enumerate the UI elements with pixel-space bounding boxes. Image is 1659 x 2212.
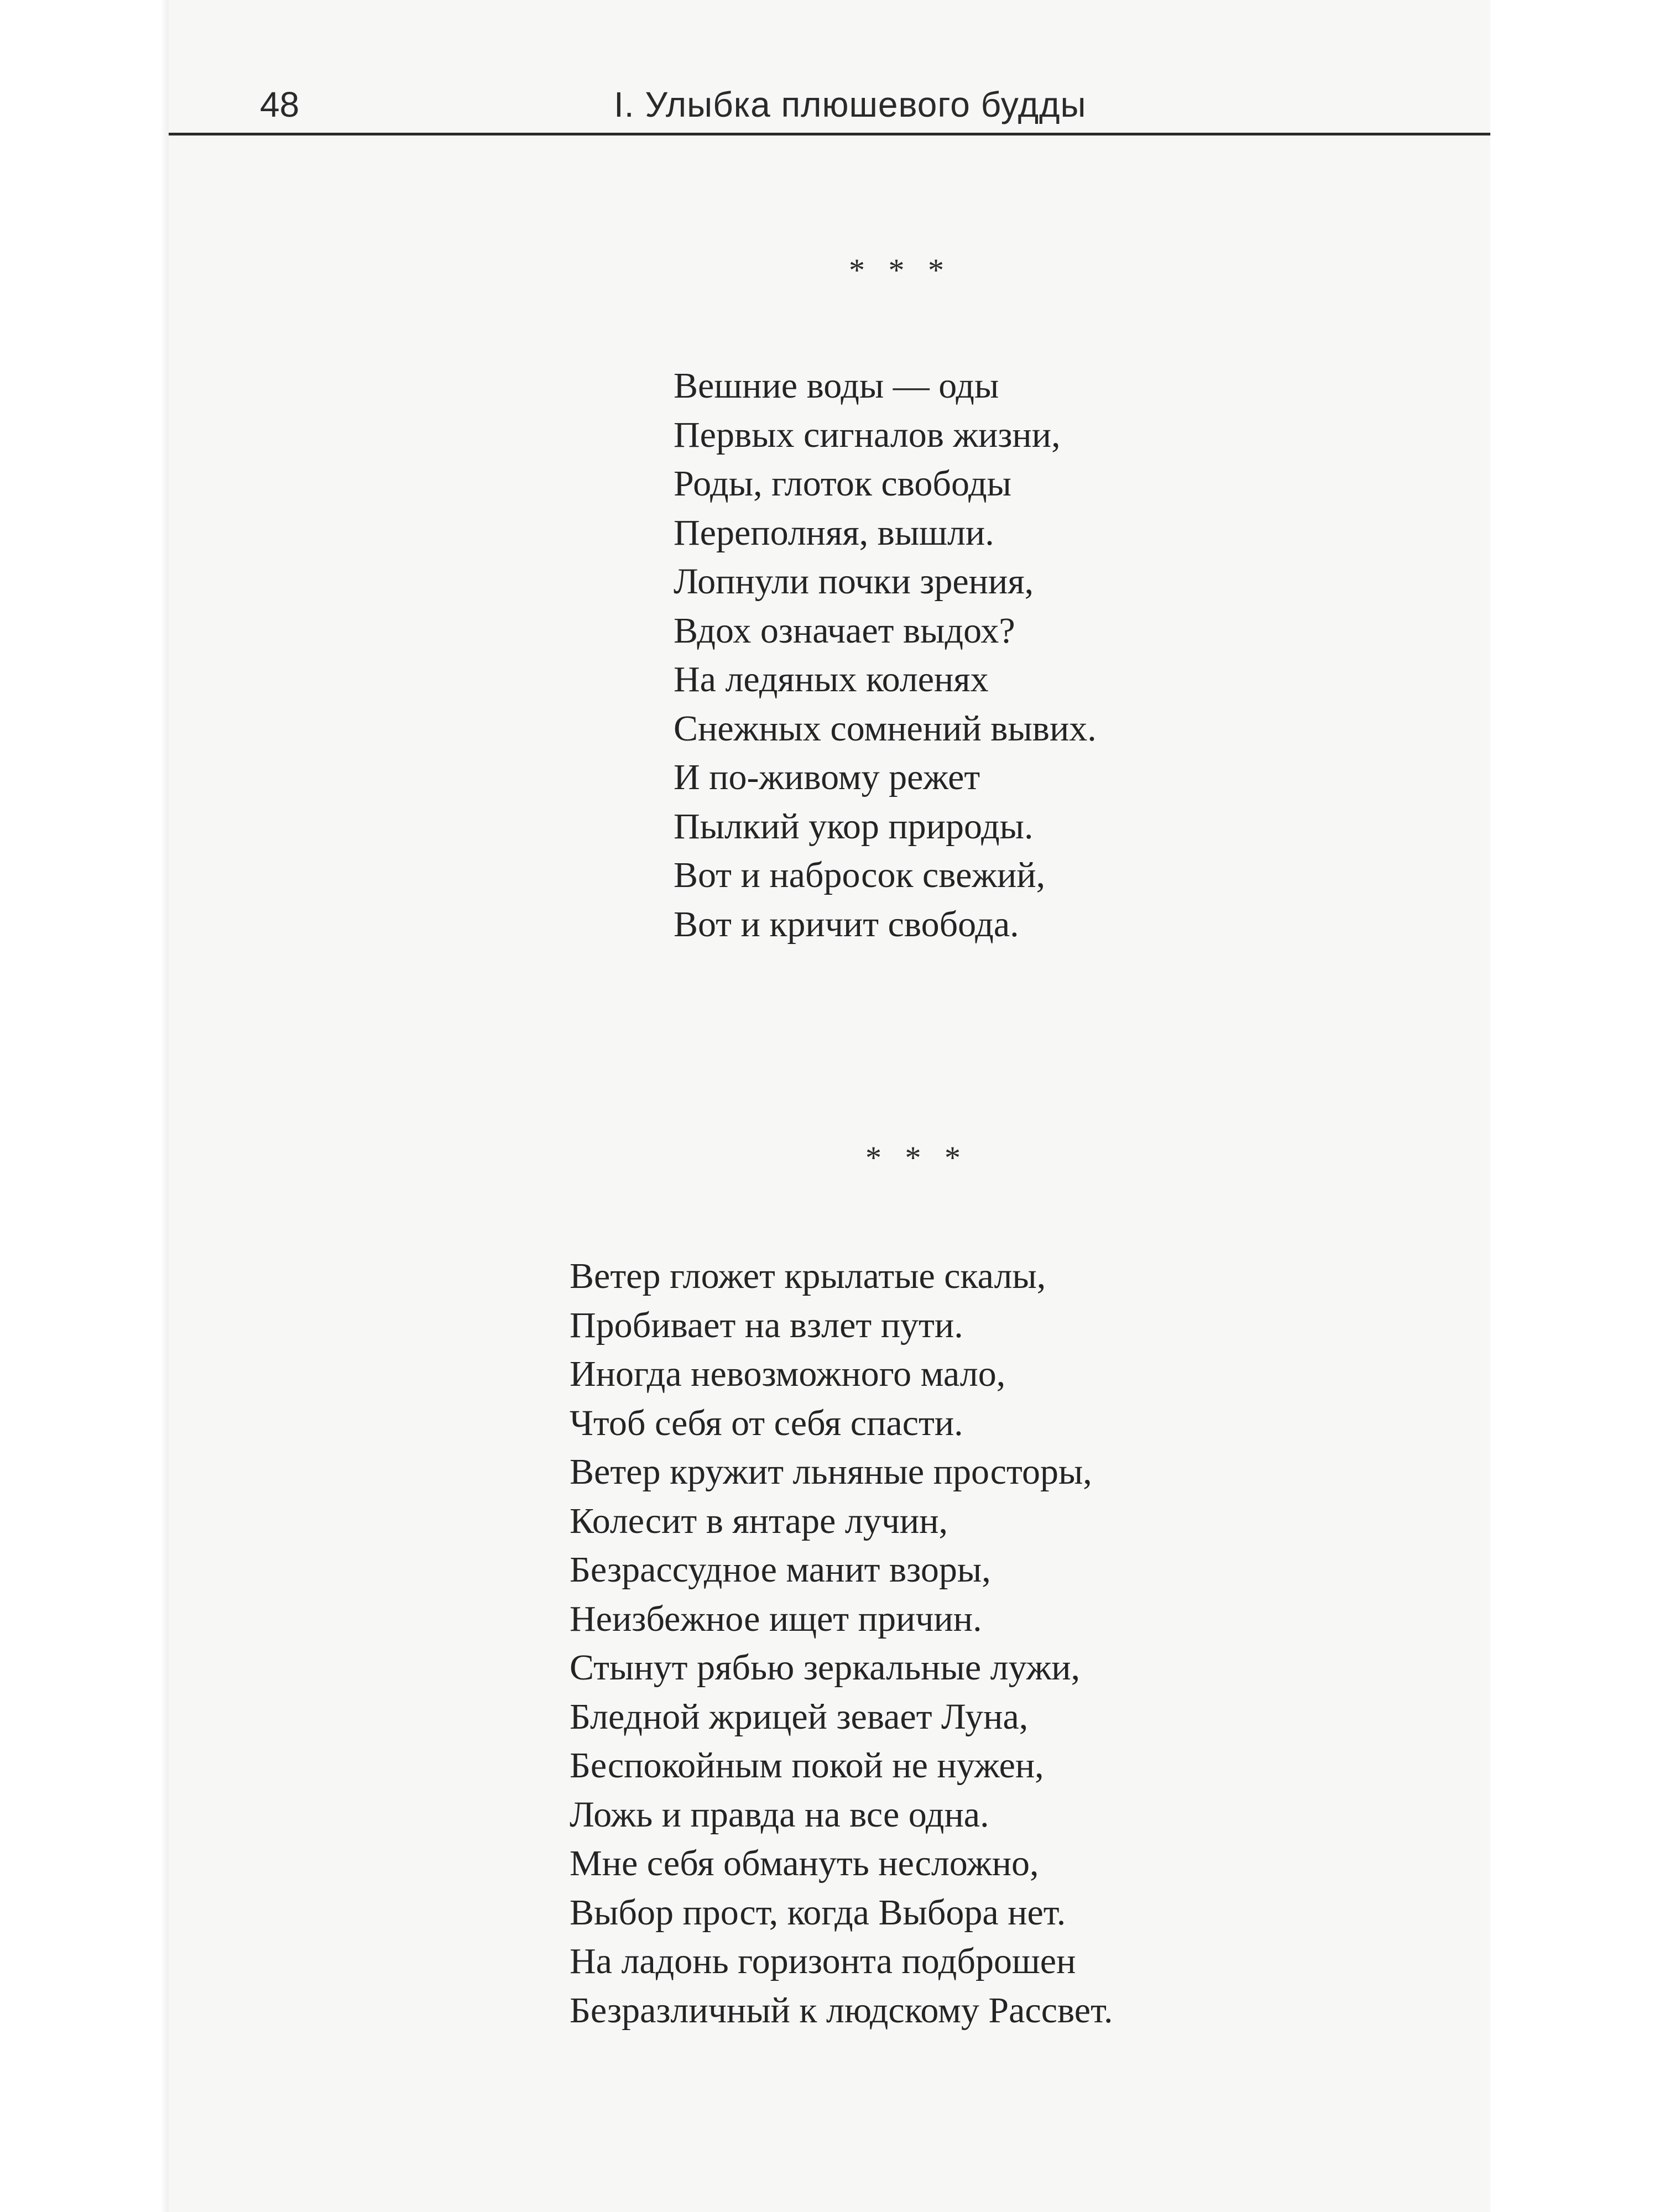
poem-line: Лопнули почки зрения, [674, 561, 1034, 602]
poem-line: Пылкий укор природы. [674, 806, 1034, 847]
poem-line: Иногда невозможного мало, [570, 1354, 1006, 1394]
poem-line: И по-живому режет [674, 757, 980, 797]
poem-line: Ветер кружит льняные просторы, [570, 1452, 1092, 1492]
poem-line: Ложь и правда на все одна. [570, 1794, 989, 1835]
poem-divider: * * * [849, 252, 952, 288]
header-rule [169, 133, 1490, 135]
poem-line: Пробивает на взлет пути. [570, 1305, 963, 1345]
poem-line: Мне себя обмануть несложно, [570, 1843, 1039, 1884]
poem-wind [570, 1252, 1113, 2035]
poem-line: Выбор прост, когда Выбора нет. [570, 1892, 1066, 1933]
poem-line: Колесит в янтаре лучин, [570, 1500, 948, 1541]
poem-line: Снежных сомнений вывих. [674, 708, 1097, 749]
poem-line: Беспокойным покой не нужен, [570, 1745, 1044, 1786]
poem-line: На ладонь горизонта подброшен [570, 1941, 1076, 1981]
poem-line: Ветер гложет крылатые скалы, [570, 1256, 1046, 1296]
page-number: 48 [260, 85, 300, 124]
poem-line: Роды, глоток свободы [674, 463, 1012, 504]
poem-line: Безразличный к людскому Рассвет. [570, 1990, 1113, 2031]
poem-line: Чтоб себя от себя спасти. [570, 1402, 963, 1443]
poem-line: Вдох означает выдох? [674, 610, 1015, 651]
poem-line: На ледяных коленях [674, 659, 989, 700]
chapter-title: I. Улыбка плюшевого будды [614, 85, 1087, 124]
poem-line: Переполняя, вышли. [674, 512, 994, 553]
poem-line: Бледной жрицей зевает Луна, [570, 1696, 1029, 1737]
poem-line: Вешние воды — оды [674, 366, 999, 406]
poem-line: Вот и кричит свобода. [674, 904, 1019, 945]
poem-line: Вот и набросок свежий, [674, 855, 1046, 895]
poem-line: Неизбежное ищет причин. [570, 1598, 982, 1639]
poem-line: Стынут рябью зеркальные лужи, [570, 1647, 1081, 1688]
poem-line: Первых сигналов жизни, [674, 414, 1061, 455]
poem-divider: * * * [865, 1140, 968, 1176]
running-head [169, 66, 1490, 138]
poem-line: Безрассудное манит взоры, [570, 1550, 991, 1590]
poem-spring-waters [674, 362, 1097, 949]
